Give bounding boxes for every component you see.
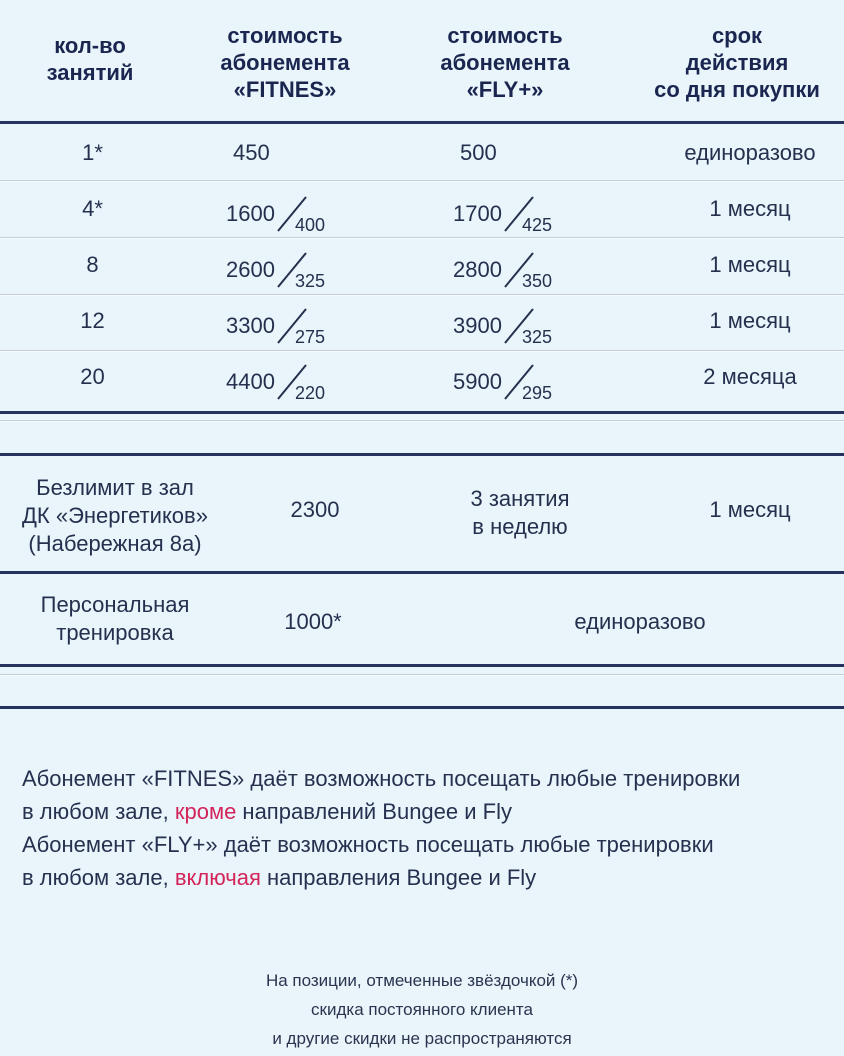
fitnes-price-cell [226,196,325,234]
footnote-line3: и другие скидки не распространяются [272,1029,572,1048]
fly-description-line2 [22,861,714,894]
fitnes-price-cell [226,252,325,290]
row-divider [0,294,844,296]
header-rule [0,121,844,124]
fitnes-per-session: 325 [294,270,325,291]
row-term: 1 месяц [709,252,791,277]
fitnes-desc-accent: кроме [174,799,237,824]
spacer-rule-2 [0,674,844,676]
personal-price: 1000* [284,609,342,634]
fly-per-session: 350 [521,270,552,291]
row-term: 1 месяц [709,308,791,333]
fitnes-price-cell [233,140,270,166]
fitnes-price: 1600 [226,200,275,226]
personal-label: Персональная тренировка [40,592,190,645]
row-term: единоразово [684,140,816,165]
row-count: 12 [80,308,105,333]
fly-description [22,828,714,894]
unlimited-frequency: 3 занятия в неделю [470,486,570,539]
fly-price: 1700 [453,200,502,226]
fly-per-session: 295 [521,382,552,403]
row-divider [0,237,844,239]
fitnes-description [22,762,740,828]
row-divider [0,180,844,182]
unlimited-label: Безлимит в зал ДК «Энергетиков» (Набережная 8а) [22,475,208,556]
fly-per-session: 425 [521,214,552,235]
personal-term: единоразово [574,609,706,634]
footnote-line2: скидка постоянного клиента [311,1000,533,1019]
fitnes-price: 3300 [226,312,275,338]
fitnes-per-session: 400 [294,214,325,235]
fly-price-cell [453,196,552,234]
fly-price-cell [460,140,497,166]
fly-desc-post: направления Bungee и Fly [260,865,537,890]
fly-desc-accent: включая [174,865,261,890]
fitnes-description-line1: Абонемент «FITNES» даёт возможность посещать любые тренировки [22,766,741,791]
fitnes-price: 450 [233,140,270,165]
fly-price-cell [453,308,552,346]
footnote-line1: На позиции, отмеченные звёздочкой (*) [265,971,579,990]
fly-price: 3900 [453,312,502,338]
unlimited-term: 1 месяц [709,497,791,522]
fly-per-session: 325 [521,326,552,347]
row-term: 1 месяц [709,196,791,221]
section-rule [0,453,844,456]
personal-rule [0,664,844,667]
footnote [0,966,844,1053]
header-term: срок действия со дня покупки [654,23,820,102]
fly-price-cell [453,252,552,290]
row-count: 8 [86,252,99,277]
fitnes-desc-pre: в любом зале, [22,799,175,824]
unlimited-price: 2300 [290,497,340,522]
header-fitnes-price: стоимость абонемента «FITNES» [220,23,350,102]
fitnes-price: 2600 [226,256,275,282]
fitnes-description-line2 [22,795,740,828]
table-bottom-rule [0,411,844,414]
fly-price: 2800 [453,256,502,282]
fly-price-cell [453,364,552,402]
bottom-rule [0,706,844,709]
header-fly-price: стоимость абонемента «FLY+» [440,23,570,102]
spacer-rule [0,420,844,422]
fly-price: 500 [460,140,497,165]
row-count: 20 [80,364,105,389]
fitnes-per-session: 275 [294,326,325,347]
row-count: 4* [82,196,103,221]
fitnes-price: 4400 [226,368,275,394]
fly-desc-pre: в любом зале, [22,865,175,890]
fitnes-per-session: 220 [294,382,325,403]
fitnes-desc-post: направлений Bungee и Fly [236,799,512,824]
row-term: 2 месяца [703,364,797,389]
unlimited-rule [0,571,844,574]
fly-description-line1: Абонемент «FLY+» даёт возможность посещать любые тренировки [22,832,714,857]
fitnes-price-cell [226,308,325,346]
fly-price: 5900 [453,368,502,394]
fitnes-price-cell [226,364,325,402]
row-divider [0,350,844,352]
header-count: кол-во занятий [46,33,134,85]
row-count: 1* [82,140,103,165]
